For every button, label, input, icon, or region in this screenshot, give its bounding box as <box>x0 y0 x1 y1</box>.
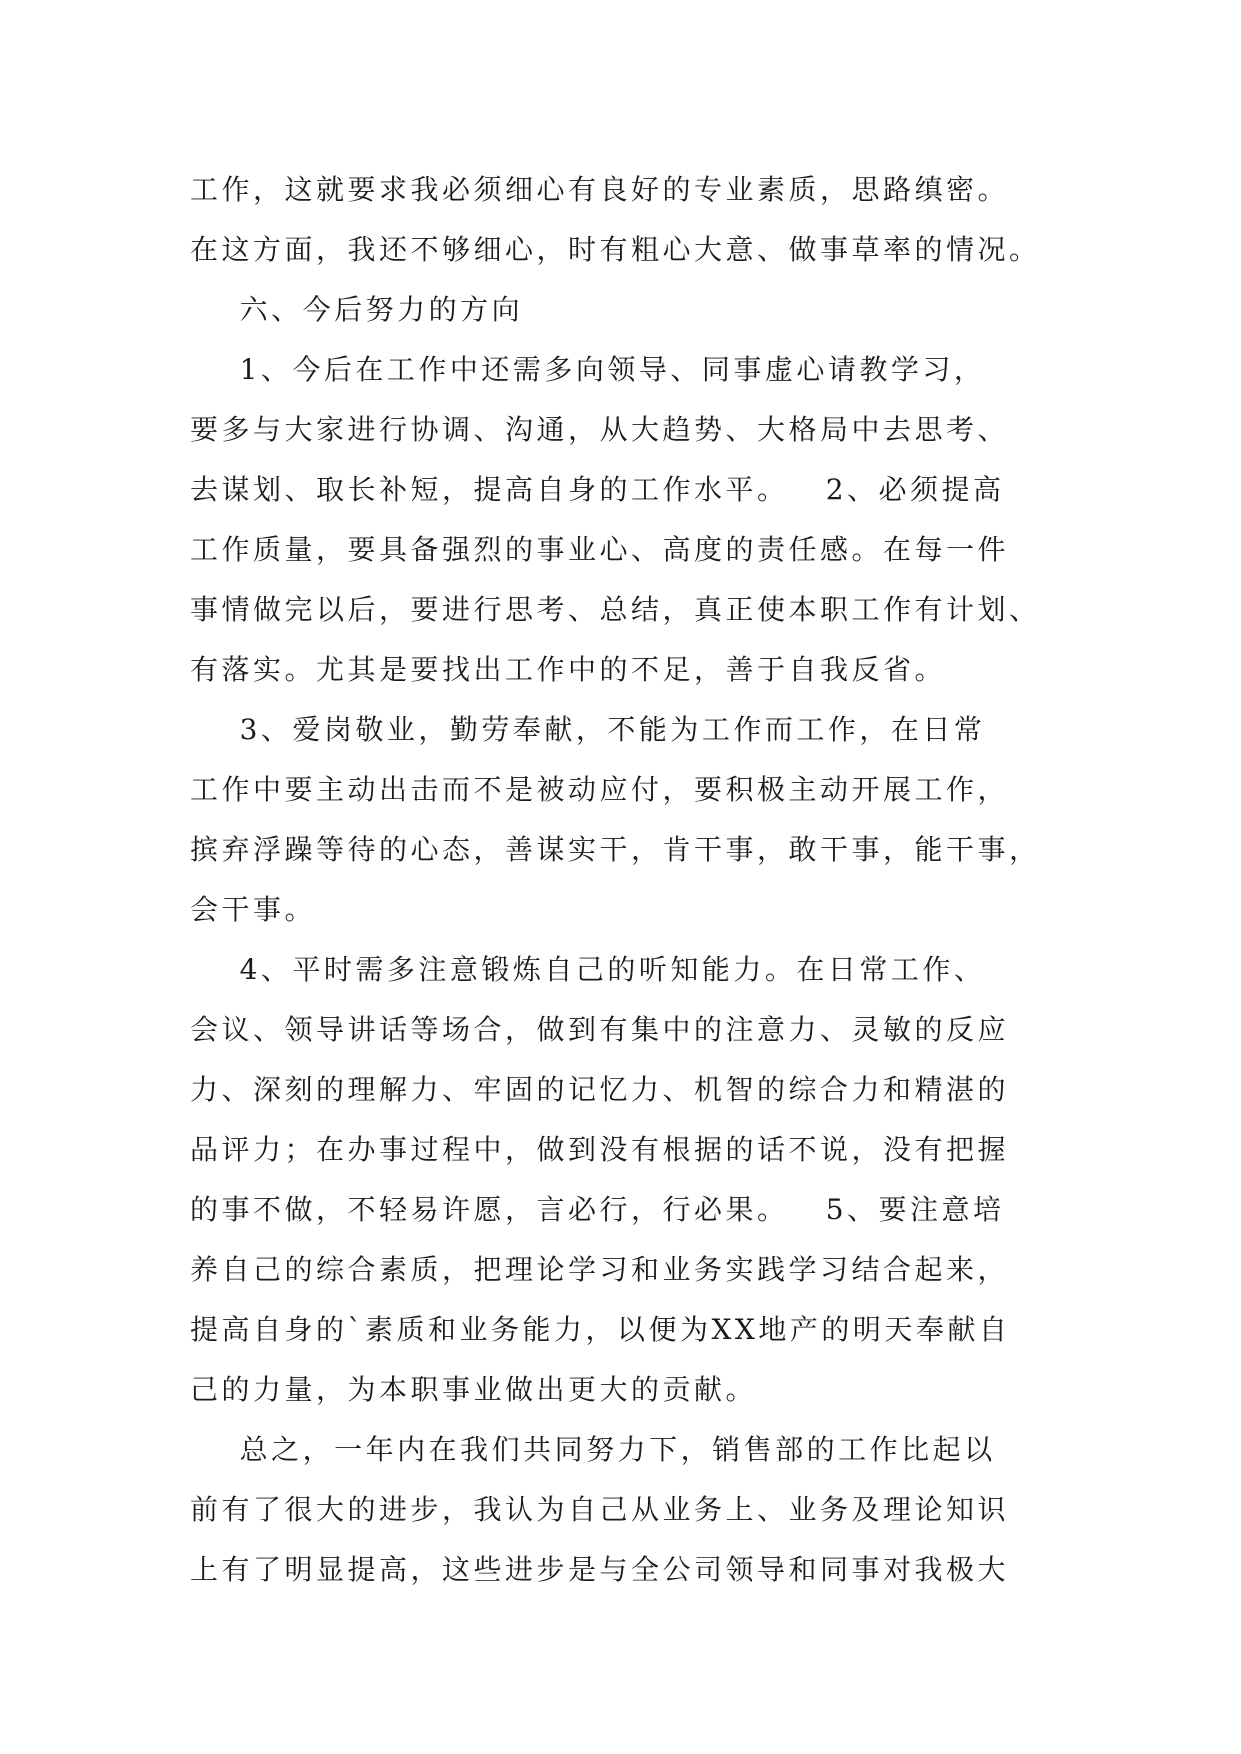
text-line: 摈弃浮躁等待的心态，善谋实干，肯干事，敢干事，能干事， <box>190 833 1041 866</box>
text-line: 提高自身的`素质和业务能力，以便为XX地产的明天奉献自 <box>190 1313 1011 1346</box>
text-line: 总之，一年内在我们共同努力下，销售部的工作比起以 <box>190 1433 996 1466</box>
text-line: 会议、领导讲话等场合，做到有集中的注意力、灵敏的反应 <box>190 1013 1010 1046</box>
text-line: 事情做完以后，要进行思考、总结，真正使本职工作有计划、 <box>190 593 1041 626</box>
text-line: 己的力量，为本职事业做出更大的贡献。 <box>190 1373 758 1406</box>
text-line: 养自己的综合素质，把理论学习和业务实践学习结合起来， <box>190 1253 1010 1286</box>
text-line: 1、今后在工作中还需多向领导、同事虚心请教学习， <box>190 353 986 386</box>
text-line: 在这方面，我还不够细心，时有粗心大意、做事草率的情况。 <box>190 233 1041 266</box>
text-line: 品评力；在办事过程中，做到没有根据的话不说，没有把握 <box>190 1133 1010 1166</box>
text-line: 4、平时需多注意锻炼自己的听知能力。在日常工作、 <box>190 953 986 986</box>
text-line: 上有了明显提高，这些进步是与全公司领导和同事对我极大 <box>190 1553 1010 1586</box>
text-line: 前有了很大的进步，我认为自己从业务上、业务及理论知识 <box>190 1493 1010 1526</box>
section-heading: 六、今后努力的方向 <box>190 293 524 326</box>
text-line: 有落实。尤其是要找出工作中的不足，善于自我反省。 <box>190 653 947 686</box>
text-line: 去谋划、取长补短，提高自身的工作水平。 2、必须提高 <box>190 473 1005 506</box>
text-line: 工作，这就要求我必须细心有良好的专业素质，思路缜密。 <box>190 173 1010 206</box>
text-line: 工作中要主动出击而不是被动应付，要积极主动开展工作， <box>190 773 1010 806</box>
text-line: 要多与大家进行协调、沟通，从大趋势、大格局中去思考、 <box>190 413 1010 446</box>
text-line: 的事不做，不轻易许愿，言必行，行必果。 5、要注意培 <box>190 1193 1005 1226</box>
document-body <box>190 160 1070 1600</box>
text-line: 力、深刻的理解力、牢固的记忆力、机智的综合力和精湛的 <box>190 1073 1010 1106</box>
text-line: 3、爱岗敬业，勤劳奉献，不能为工作而工作，在日常 <box>190 713 986 746</box>
text-line: 会干事。 <box>190 893 317 926</box>
text-line: 工作质量，要具备强烈的事业心、高度的责任感。在每一件 <box>190 533 1010 566</box>
